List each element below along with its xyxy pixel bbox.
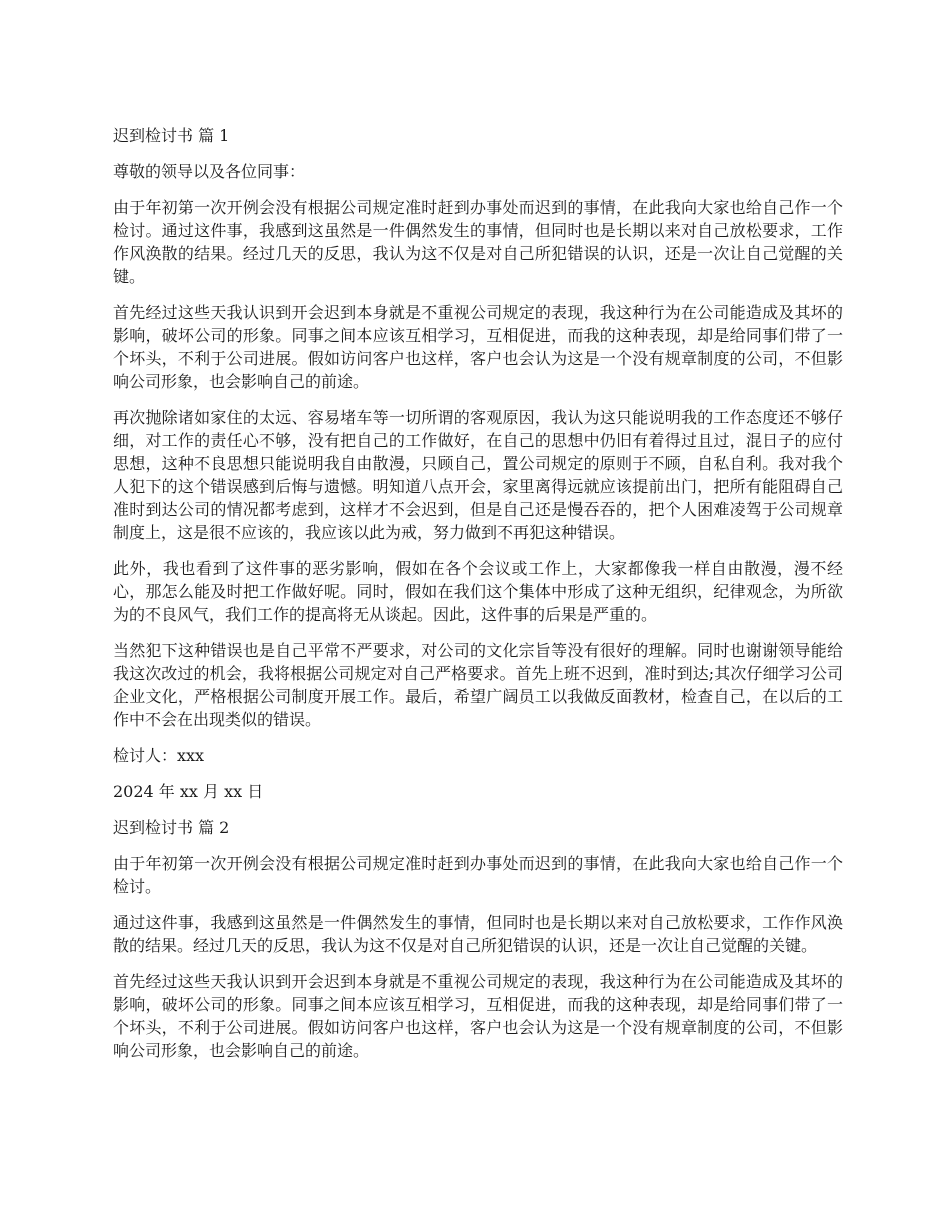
salutation: 尊敬的领导以及各位同事： xyxy=(113,162,306,181)
paragraph-4: 此外，我也看到了这件事的恶劣影响，假如在各个会议或工作上，大家都像我一样自由散漫，漫不经心，那怎么能及时把工作做好呢。同时，假如在我们这个集体中形成了这种无组织，纪律观念，为所欲为的不良风气，我们工作的提高将无从谈起。因此，这件事的后果是严重的。 xyxy=(113,559,843,624)
paragraph-3: 再次抛除诸如家住的太远、容易堵车等一切所谓的客观原因，我认为这只能说明我的工作态度还不够仔细，对工作的责任心不够，没有把自己的工作做好，在自己的思想中仍旧有着得过且过，混日子的应付思想，这种不良思想只能说明我自由散漫，只顾自己，置公司规定的原则于不顾，自私自利。我对我个人犯下的这个错误感到后悔与遗憾。明知道八点开会，家里离得远就应该提前出门，把所有能阻碍自己准时到达公司的情况都考虑到，这样才不会迟到，但是自己还是慢吞吞的，把个人困难凌驾于公司规章制度上，这是很不应该的，我应该以此为戒，努力做到不再犯这种错误。 xyxy=(113,408,843,542)
paragraph-5: 当然犯下这种错误也是自己平常不严要求，对公司的文化宗旨等没有很好的理解。同时也谢谢领导能给我这次改过的机会，我将根据公司规定对自己严格要求。首先上班不迟到，准时到达;其次仔细学习公司企业文化，严格根据公司制度开展工作。最后，希望广阔员工以我做反面教材，检查自己，在以后的工作中不会在出现类似的错误。 xyxy=(113,641,843,729)
paragraph-1: 由于年初第一次开例会没有根据公司规定准时赶到办事处而迟到的事情，在此我向大家也给自己作一个检讨。通过这件事，我感到这虽然是一件偶然发生的事情，但同时也是长期以来对自己放松要求，工作作风涣散的结果。经过几天的反思，我认为这不仅是对自己所犯错误的认识，还是一次让自己觉醒的关键。 xyxy=(113,198,843,286)
paragraph-7: 通过这件事，我感到这虽然是一件偶然发生的事情，但同时也是长期以来对自己放松要求，工作作风涣散的结果。经过几天的反思，我认为这不仅是对自己所犯错误的认识，还是一次让自己觉醒的关键。 xyxy=(113,913,843,955)
date-line: 2024 年 xx 月 xx 日 xyxy=(113,782,264,801)
signature-line: 检讨人：xxx xyxy=(113,746,205,765)
paragraph-8: 首先经过这些天我认识到开会迟到本身就是不重视公司规定的表现，我这种行为在公司能造成及其坏的影响，破坏公司的形象。同事之间本应该互相学习，互相促进，而我的这种表现，却是给同事们带了一个坏头，不利于公司进展。假如访问客户也这样，客户也会认为这是一个没有规章制度的公司，不但影响公司形象，也会影响自己的前途。 xyxy=(113,972,843,1060)
section-heading-1: 迟到检讨书 篇 1 xyxy=(113,126,230,145)
paragraph-2: 首先经过这些天我认识到开会迟到本身就是不重视公司规定的表现，我这种行为在公司能造成及其坏的影响，破坏公司的形象。同事之间本应该互相学习，互相促进，而我的这种表现，却是给同事们带了一个坏头，不利于公司进展。假如访问客户也这样，客户也会认为这是一个没有规章制度的公司，不但影响公司形象，也会影响自己的前途。 xyxy=(113,303,843,391)
paragraph-6: 由于年初第一次开例会没有根据公司规定准时赶到办事处而迟到的事情，在此我向大家也给自己作一个检讨。 xyxy=(113,854,843,896)
section-heading-2: 迟到检讨书 篇 2 xyxy=(113,818,230,837)
document-body xyxy=(113,124,843,1075)
